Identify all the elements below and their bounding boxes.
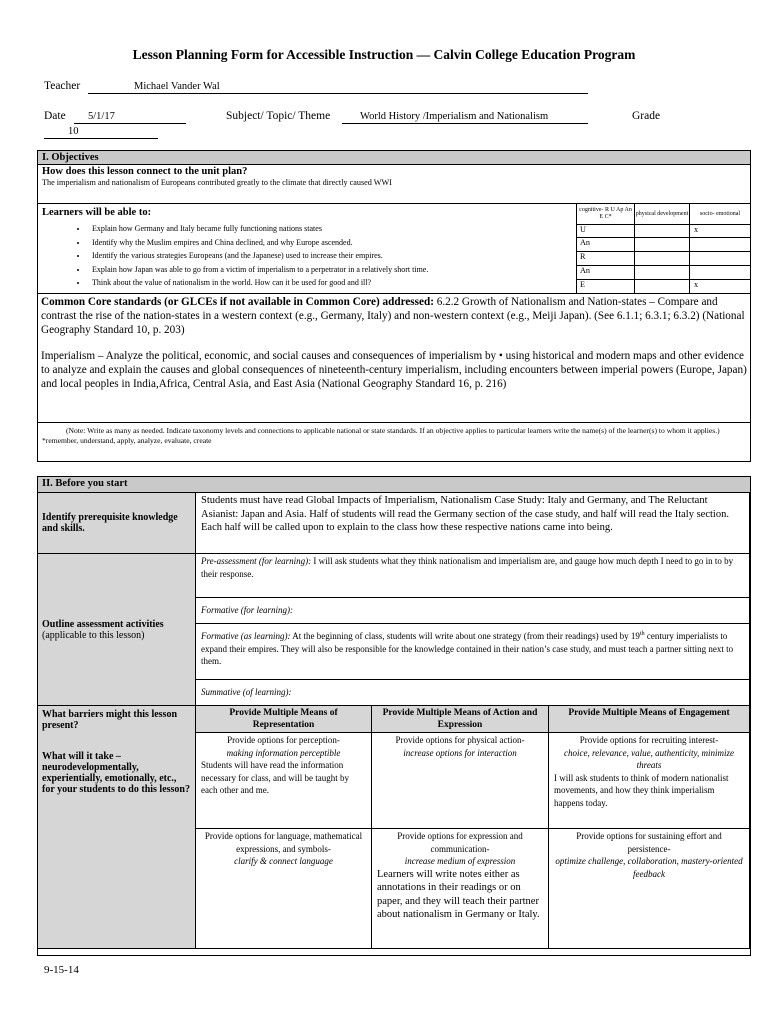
connect-question: How does this lesson connect to the unit plan? bbox=[42, 166, 248, 177]
connect-answer: The imperialism and nationalism of Europeans contributed greatly to the climate that directly caused WWI bbox=[42, 178, 392, 187]
imperialism-standard: Imperialism – Analyze the political, economic, and social causes and consequences of imperialism by • using historical and modern maps and other evidence to analyze and explain the causes and global consequences of nineteenth-century imperialism, including encounters between imperial powers (Europe, Japan) and local peoples in India,Africa, Central Asia, and East Asia (National Geography Standard 16, p. 216) bbox=[41, 350, 747, 390]
prereq-text: Students must have read Global Impacts of Imperialism, Nationalism Case Study: Italy and Germany, and The Reluctant Asianist: Japan and Asia. Half of students will read the Germany section of the case study, and half will read the Italy section. Each half will be called upon to explain to the class how these respective nations came into being. bbox=[196, 493, 750, 554]
phys-cell bbox=[635, 280, 690, 293]
r2c2-body: Learners will write notes either as annotations in their readings or on paper, and they will teach their partner about nationalism in Germany or Italy. bbox=[377, 868, 540, 920]
col-socio: socio- emotional bbox=[690, 204, 751, 224]
summative: Summative (of learning): bbox=[196, 680, 750, 706]
r1c3-head: Provide options for recruiting interest- bbox=[579, 735, 719, 745]
before-section bbox=[37, 476, 751, 956]
r1c3-ital: choice, relevance, value, authenticity, minimize threats bbox=[563, 747, 735, 770]
r2c2-ital: increase medium of expression bbox=[404, 856, 516, 866]
cog-cell: U bbox=[577, 224, 635, 238]
r2c1-head: Provide options for language, mathematical expressions, and symbols- bbox=[204, 831, 363, 854]
subject-value: World History /Imperialism and Nationalism bbox=[360, 111, 549, 122]
grade-value: 10 bbox=[68, 126, 79, 137]
formative-for: Formative (for learning): bbox=[196, 598, 750, 624]
phys-cell bbox=[635, 224, 690, 238]
phys-cell bbox=[635, 252, 690, 266]
col-cognitive: cognitive- R U Ap An E C* bbox=[577, 204, 635, 224]
phys-cell bbox=[635, 238, 690, 252]
r2c2-head: Provide options for expression and communication- bbox=[397, 831, 523, 854]
objective-item: • Explain how Germany and Italy became fully functioning nations states bbox=[88, 222, 608, 236]
col-action: Provide Multiple Means of Action and Expression bbox=[372, 706, 549, 733]
teacher-value: Michael Vander Wal bbox=[134, 81, 220, 92]
barriers-q2: What will it take – neurodevelopmentally, experientially, emotionally, etc., for your students to do this lesson? bbox=[42, 751, 190, 795]
r1c2 bbox=[372, 733, 549, 829]
r1c2-head: Provide options for physical action- bbox=[395, 735, 525, 745]
learners-block bbox=[38, 204, 750, 294]
prereq-label: Identify prerequisite knowledge and skills. bbox=[38, 493, 196, 554]
r1c1-ital: making information perceptible bbox=[226, 747, 341, 758]
barriers-cell bbox=[38, 706, 196, 949]
r2c1 bbox=[196, 829, 372, 949]
r1c2-ital: increase options for interaction bbox=[403, 747, 517, 758]
socio-cell: x bbox=[690, 280, 751, 293]
socio-cell bbox=[690, 252, 751, 266]
teacher-label: Teacher bbox=[44, 80, 81, 92]
col-physical: physical development bbox=[635, 204, 690, 224]
taxonomy-note: (Note: Write as many as needed. Indicate taxonomy levels and connections to applicable national or state standards. If an objective applies to particular learners write the name(s) of the learner(s) to whom it applies.) bbox=[66, 426, 720, 435]
objectives-title: I. Objectives bbox=[38, 151, 750, 165]
objective-item: • Think about the value of nationalism in the world. How can it be used for good and ill? bbox=[88, 276, 608, 290]
r2c3-ital: optimize challenge, collaboration, mastery-oriented feedback bbox=[555, 856, 743, 879]
objective-item: • Identify why the Muslim empires and China declined, and why Europe ascended. bbox=[88, 236, 608, 250]
form2-text: At the beginning of class, students will write about one strategy (from their readings) used by 19 bbox=[290, 631, 640, 641]
assess-cell bbox=[38, 554, 196, 706]
common-core-block bbox=[38, 294, 750, 423]
r2c3 bbox=[549, 829, 750, 949]
cog-cell: An bbox=[577, 266, 635, 280]
r1c1-body: Students will have read the information necessary for class, and will be taught by each other and me. bbox=[201, 760, 349, 795]
r1c1 bbox=[196, 733, 372, 829]
learners-label: Learners will be able to: bbox=[42, 207, 152, 218]
pre-label: Pre-assessment (for learning): bbox=[201, 556, 312, 566]
before-title: II. Before you start bbox=[38, 477, 750, 493]
formative-as bbox=[196, 624, 750, 680]
cog-cell: R bbox=[577, 252, 635, 266]
r2c1-ital: clarify & connect language bbox=[234, 856, 333, 866]
socio-cell bbox=[690, 266, 751, 280]
objective-item: • Explain how Japan was able to go from a victim of imperialism to a perpetrator in a relatively short time. bbox=[88, 263, 608, 277]
objectives-section bbox=[37, 150, 751, 462]
barriers-q1: What barriers might this lesson present? bbox=[42, 709, 177, 731]
date-value: 5/1/17 bbox=[88, 111, 115, 122]
page-title: Lesson Planning Form for Accessible Instruction — Calvin College Education Program bbox=[132, 47, 636, 62]
date-label: Date bbox=[44, 110, 66, 122]
taxonomy-footnote: *remember, understand, apply, analyze, evaluate, create bbox=[42, 436, 212, 445]
subject-label: Subject/ Topic/ Theme bbox=[226, 110, 331, 122]
cog-cell: E bbox=[577, 280, 635, 293]
r2c2 bbox=[372, 829, 549, 949]
form2-label: Formative (as learning): bbox=[201, 631, 291, 641]
r1c1-head: Provide options for perception- bbox=[227, 735, 340, 745]
col-engagement: Provide Multiple Means of Engagement bbox=[549, 706, 750, 733]
phys-cell bbox=[635, 266, 690, 280]
r2c3-head: Provide options for sustaining effort and persistence- bbox=[576, 831, 722, 854]
pre-text: I will ask students what they think nationalism and imperialism are, and gauge how much depth I need to go in to by their response. bbox=[201, 556, 734, 579]
socio-cell bbox=[690, 238, 751, 252]
socio-cell: x bbox=[690, 224, 751, 238]
objectives-list bbox=[38, 222, 608, 290]
r1c3 bbox=[549, 733, 750, 829]
taxonomy-table bbox=[576, 204, 750, 293]
form2-sup: th bbox=[639, 631, 645, 637]
objective-item: • Identify the various strategies Europeans (and the Japanese) used to increase their empires. bbox=[88, 249, 608, 263]
cog-cell: An bbox=[577, 238, 635, 252]
assess-sub: (applicable to this lesson) bbox=[42, 629, 145, 641]
r1c3-body: I will ask students to think of modern nationalist movements, and how they think imperialism happens today. bbox=[554, 772, 729, 808]
form2-text-b: century imperialists to expand their empires. They will also be responsible for the knowledge contained in their nation’s case study, and must teach a partner sitting next to them. bbox=[201, 631, 734, 666]
common-core-text: 6.2.2 Growth of Nationalism and Nation-states – Compare and contrast the rise of the nation-states in a western context (e.g., Germany, Italy) and non-western context (e.g., Meiji Japan). (See 6.1.1; 6.3.1; 6.3.2) (National Geography Standard 10, p. 203) bbox=[41, 296, 745, 336]
grade-label: Grade bbox=[632, 110, 661, 122]
pre-assessment bbox=[196, 554, 750, 598]
common-core-label: Common Core standards (or GLCEs if not available in Common Core) addressed: bbox=[41, 296, 434, 308]
footer-date: 9-15-14 bbox=[44, 964, 79, 976]
col-representation: Provide Multiple Means of Representation bbox=[196, 706, 372, 733]
assess-label: Outline assessment activities bbox=[42, 618, 164, 630]
